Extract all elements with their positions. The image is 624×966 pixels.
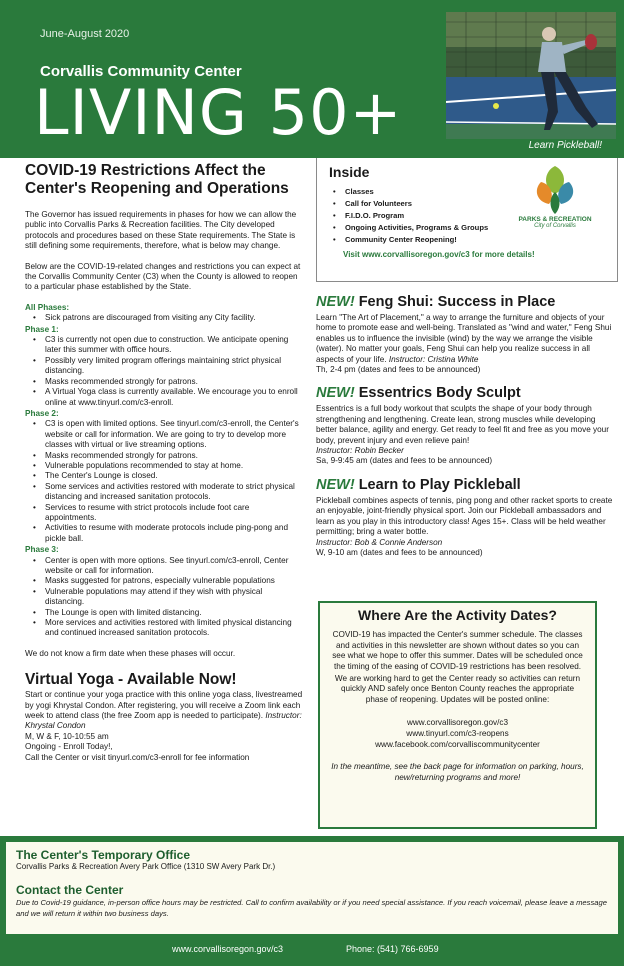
list-item: • Vulnerable populations may attend if they wish with physical distancing.	[33, 587, 303, 608]
office-box	[0, 836, 624, 936]
phase-3-label: Phase 3:	[25, 545, 59, 555]
list-item: • A Virtual Yoga class is currently available. We encourage you to enroll online at www.tinyurl.com/c3-enroll.	[33, 387, 303, 408]
issue-dates: June-August 2020	[40, 28, 130, 40]
covid-intro-1: The Governor has issued requirements in phases for how we can allow the public into Corvallis Parks & Recreation facilities. The City developed protocols and procedures based on these State requirements. The State is still defining some requirements, therefore, what is below may change.	[25, 210, 297, 251]
new-badge: NEW!	[316, 385, 355, 402]
activity-dates-p2: We are working hard to get the Center ready so activities can return quickly AND safely once Benton County reaches the appropriate phase of reopening. Updates will be posted online:	[334, 674, 581, 704]
activity-dates-meantime: In the meantime, see the back page for information on parking, hours, new/returning programs and more!	[331, 762, 584, 782]
list-item: • Vulnerable populations recommended to stay at home.	[33, 461, 303, 471]
center-name: Corvallis Community Center	[40, 63, 242, 80]
phase-3-list	[33, 556, 303, 639]
list-item: • Call for Volunteers	[333, 198, 605, 210]
list-item: • Some services and activities restored with moderate to strict physical distancing and increased sanitation protocols.	[33, 482, 303, 503]
essentrics-instructor: Instructor: Robin Becker	[316, 446, 404, 456]
office-title: The Center's Temporary Office	[16, 848, 191, 862]
covid-intro-2: Below are the COVID-19-related changes and restrictions you can expect at the Corvallis Community Center (C3) when the County is allowed to reopen to a particular phase established by the State.	[25, 261, 301, 292]
list-item: • Ongoing Activities, Programs & Groups	[333, 222, 605, 234]
parks-rec-logo	[507, 164, 603, 244]
logo-city: City of Corvallis	[534, 223, 576, 229]
yoga-schedule: M, W & F, 10-10:55 am	[25, 731, 109, 741]
inside-title: Inside	[329, 164, 370, 180]
pickleball-article	[316, 477, 616, 558]
footer-website[interactable]: www.corvallisoregon.gov/c3	[172, 944, 284, 954]
activity-dates-links	[330, 717, 585, 750]
activity-dates-box	[318, 601, 597, 829]
phase-2-label: Phase 2:	[25, 408, 59, 418]
list-item: • Community Center Reopening!	[333, 234, 605, 246]
link-reopens[interactable]: www.tinyurl.com/c3-reopens	[406, 729, 509, 739]
covid-title: COVID-19 Restrictions Affect the Center's Reopening and Operations	[25, 162, 289, 197]
list-item: • Masks recommended strongly for patrons.	[33, 451, 303, 461]
new-badge: NEW!	[316, 476, 355, 493]
link-facebook[interactable]: www.facebook.com/corvalliscommunitycenter	[375, 740, 540, 750]
pickleball-schedule: W, 9-10 am (dates and fees to be announced)	[316, 547, 483, 557]
yoga-body-text: Start or continue your yoga practice with this online yoga class, livestreamed by yogi Khrystal Condon. After registering, you will receive a Zoom link each week to attend class (the free Zoom app is needed to participate).	[25, 690, 303, 721]
essentrics-article	[316, 385, 616, 466]
covid-closing: We do not know a firm date when these phases will occur.	[25, 648, 236, 658]
pickleball-player-image	[446, 12, 616, 139]
feng-shui-instructor: Instructor: Cristina White	[388, 354, 479, 364]
feng-shui-schedule: Th, 2-4 pm (dates and fees to be announced)	[316, 365, 481, 375]
essentrics-heading	[316, 385, 616, 402]
pickleball-heading	[316, 477, 616, 494]
list-item: • Possibly very limited program offerings maintaining strict physical distancing.	[33, 356, 303, 377]
list-item: • Masks suggested for patrons, especially vulnerable populations	[33, 576, 303, 586]
feng-shui-body: Learn "The Art of Placement," a way to arrange the furniture and objects of your home to promote ease and well-being. Translated as "wind and water," Feng Shui enables us to influence the invisible (wind) by the way we arrange the visible (water). No matter your goals, Feng Shui can help you realize success in all aspects of your life.	[316, 313, 612, 364]
pickleball-photo	[446, 12, 616, 139]
list-item: • Center is open with more options. See tinyurl.com/c3-enroll, Center website or call for information.	[33, 556, 303, 577]
yoga-title: Virtual Yoga - Available Now!	[25, 671, 237, 689]
list-item: • Sick patrons are discouraged from visiting any City facility.	[33, 313, 303, 323]
covid-article	[25, 162, 303, 763]
essentrics-title: Essentrics Body Sculpt	[358, 385, 521, 402]
activity-dates-p1: COVID-19 has impacted the Center's summer schedule. The classes and activities in this newsletter are shown without dates so you can see what we hope to offer this summer. Dates will be scheduled once the timing of the easing of COVID-19 restrictions has been resolved.	[332, 630, 583, 671]
phase-2-list	[33, 419, 303, 544]
list-item: • The Lounge is open with limited distancing.	[33, 608, 303, 618]
yoga-instructor: Instructor: Khrystal Condon	[25, 711, 302, 731]
office-address: Corvallis Parks & Recreation Avery Park Office (1310 SW Avery Park Dr.)	[16, 862, 276, 871]
newsletter-title: LIVING 50+	[34, 76, 403, 149]
list-item: • Activities to resume with moderate protocols include ping-pong and pickle ball.	[33, 523, 303, 544]
list-item: • C3 is currently not open due to construction. We anticipate opening later this summer with office hours.	[33, 335, 303, 356]
inside-box	[316, 158, 618, 282]
all-phases-label: All Phases:	[25, 302, 70, 312]
office-inner	[6, 842, 618, 934]
footer-phone: Phone: (541) 766-6959	[346, 944, 439, 954]
pickleball-instructor: Instructor: Bob & Connie Anderson	[316, 537, 443, 547]
list-item: • The Center's Lounge is closed.	[33, 471, 303, 481]
yoga-description	[25, 690, 303, 763]
list-item: • F.I.D.O. Program	[333, 210, 605, 222]
feng-shui-title: Feng Shui: Success in Place	[358, 294, 556, 310]
list-item: • Masks recommended strongly for patrons.	[33, 377, 303, 387]
essentrics-body: Essentrics is a full body workout that sculpts the shape of your body through strengthening and lengthening. Create lean, strong muscles while developing better balance, agility and energy. Get ready to feel fit and free as you move your body, prevent injury and even relieve pain!	[316, 404, 609, 445]
leaf-logo-icon	[527, 164, 583, 216]
programs-column	[316, 294, 616, 568]
feng-shui-article	[316, 294, 616, 375]
new-badge: NEW!	[316, 294, 355, 310]
list-item: • Services to resume with strict protocols include foot care appointments.	[33, 503, 303, 524]
link-website[interactable]: www.corvallisoregon.gov/c3	[406, 718, 509, 728]
phase-1-list	[33, 335, 303, 408]
photo-caption: Learn Pickleball!	[528, 140, 602, 151]
list-item: • Classes	[333, 186, 605, 198]
visit-link[interactable]: Visit www.corvallisoregon.gov/c3 for more details!	[343, 250, 535, 259]
pickleball-body: Pickleball combines aspects of tennis, ping pong and other racket sports to create an enjoyable, joint-friendly physical sport. Join our Pickleball ambassadors and learn as you play in this introductory class! Ages 15+. Class will be held weather permitting; bring a water bottle.	[316, 495, 613, 537]
phase-1-label: Phase 1:	[25, 324, 59, 334]
contact-title: Contact the Center	[16, 883, 124, 897]
yoga-enroll: Ongoing - Enroll Today!,	[25, 742, 113, 752]
logo-name: PARKS & RECREATION	[518, 216, 592, 223]
contact-note: Due to Covid-19 guidance, in-person office hours may be restricted. Call to confirm availability or if you need special assistance. If you reach voicemail, please leave a message and we will return it within two business days.	[16, 898, 607, 918]
pickleball-title: Learn to Play Pickleball	[358, 476, 521, 493]
yoga-call: Call the Center or visit tinyurl.com/c3-enroll for fee information	[25, 752, 250, 762]
masthead	[0, 0, 624, 158]
list-item: • C3 is open with limited options. See tinyurl.com/c3-enroll, the Center's website or call for information. We are going to try to develop more classes with virtual or live streaming options.	[33, 419, 303, 450]
activity-dates-title: Where Are the Activity Dates?	[358, 607, 557, 623]
essentrics-schedule: Sa, 9-9:45 am (dates and fees to be announced)	[316, 456, 493, 466]
list-item: • More services and activities restored with limited physical distancing and continued increased sanitation protocols.	[33, 618, 303, 639]
footer	[0, 936, 624, 966]
feng-shui-heading	[316, 294, 616, 311]
all-phases-list	[33, 313, 303, 323]
